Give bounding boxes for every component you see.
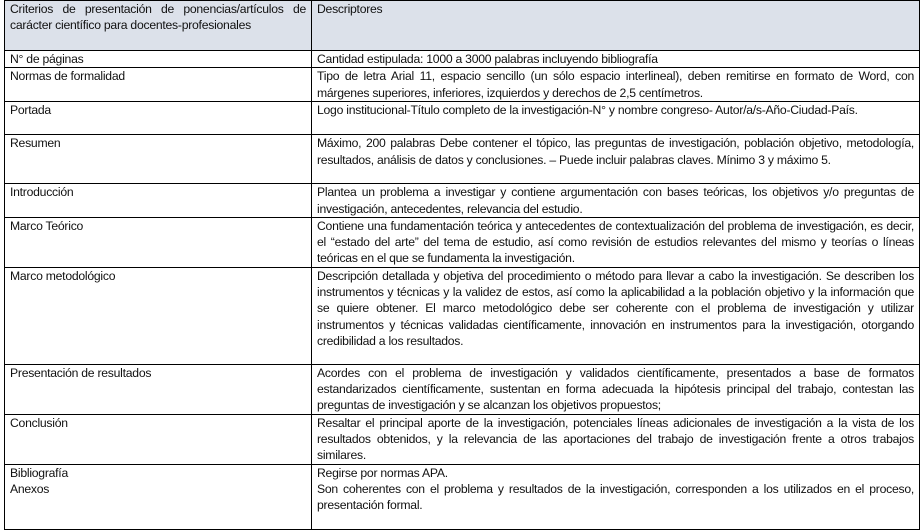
table-row <box>5 68 920 102</box>
criterio-cell <box>5 464 312 529</box>
descriptor-anexos: Son coherentes con el problema y resultados de la investigación, corresponden a los utilizados en el proceso, presentación formal. <box>317 482 914 513</box>
descriptor-cell <box>312 464 920 529</box>
criteria-table <box>4 0 920 530</box>
table-row <box>5 217 920 267</box>
descriptor-cell: Plantea un problema a investigar y contiene argumentación con bases teóricas, los objetivos y/o preguntas de investigación, antecedentes, relevancia del estudio. <box>312 184 920 218</box>
criterio-cell: Portada <box>5 102 312 135</box>
descriptor-cell: Máximo, 200 palabras Debe contener el tópico, las preguntas de investigación, población objetivo, metodología, resultados, análisis de datos y conclusiones. – Puede incluir palabras claves. Mínimo 3 y máximo 5. <box>312 135 920 184</box>
descriptor-cell: Descripción detallada y objetiva del procedimiento o método para llevar a cabo la investigación. Se describen los instrumentos y técnicas y la validez de estos, así como la aplicabilidad a la población objetivo y la información que se quiere obtener. El marco metodológico debe ser coherente con el problema de investigación y utilizar instrumentos y técnicas validadas científicamente, innovación en instrumentos para la investigación, otorgando credibilidad a los resultados. <box>312 267 920 364</box>
table-row <box>5 102 920 135</box>
table-row <box>5 51 920 68</box>
descriptor-cell: Contiene una fundamentación teórica y antecedentes de contextualización del problema de investigación, es decir, el “estado del arte” del tema de estudio, así como revisión de estudios relevantes del mismo y teorías o líneas teóricas en el que se fundamenta la investigación. <box>312 217 920 267</box>
descriptor-cell: Cantidad estipulada: 1000 a 3000 palabras incluyendo bibliografía <box>312 51 920 68</box>
descriptor-bibliografia: Regirse por normas APA. <box>317 465 448 480</box>
table-row <box>5 184 920 218</box>
criterio-bibliografia: Bibliografía <box>10 465 68 480</box>
criterio-cell: Normas de formalidad <box>5 68 312 102</box>
header-criterio: Criterios de presentación de ponencias/artículos de carácter científico para docentes-profesionales <box>5 1 312 51</box>
descriptor-cell: Resaltar el principal aporte de la investigación, potenciales líneas adicionales de investigación a la vista de los resultados obtenidos, y la relevancia de las aportaciones del trabajo de investigación frente a otros trabajos similares. <box>312 414 920 464</box>
criterio-cell: Resumen <box>5 135 312 184</box>
table-row <box>5 364 920 414</box>
criterio-cell: N° de páginas <box>5 51 312 68</box>
table-row <box>5 414 920 464</box>
table-row-bibliografia-anexos <box>5 464 920 529</box>
criterio-cell: Introducción <box>5 184 312 218</box>
descriptor-cell: Acordes con el problema de investigación y validados científicamente, presentados a base de formatos estandarizados científicamente, sustentan en forma adecuada la hipótesis principal del trabajo, contestan las preguntas de investigación y se alcanzan los objetivos propuestos; <box>312 364 920 414</box>
descriptor-cell: Tipo de letra Arial 11, espacio sencillo (un sólo espacio interlineal), deben remitirse en formato de Word, con márgenes superiores, inferiores, izquierdos y derechos de 2,5 centímetros. <box>312 68 920 102</box>
table-header-row <box>5 1 920 51</box>
table-row <box>5 135 920 184</box>
criterio-cell: Conclusión <box>5 414 312 464</box>
criterio-cell: Marco Teórico <box>5 217 312 267</box>
criterio-cell: Presentación de resultados <box>5 364 312 414</box>
criterio-cell: Marco metodológico <box>5 267 312 364</box>
table-row <box>5 267 920 364</box>
descriptor-cell: Logo institucional-Título completo de la investigación-N° y nombre congreso- Autor/a/s-Año-Ciudad-País. <box>312 102 920 135</box>
criterio-anexos: Anexos <box>10 482 50 497</box>
header-descriptor: Descriptores <box>312 1 920 51</box>
